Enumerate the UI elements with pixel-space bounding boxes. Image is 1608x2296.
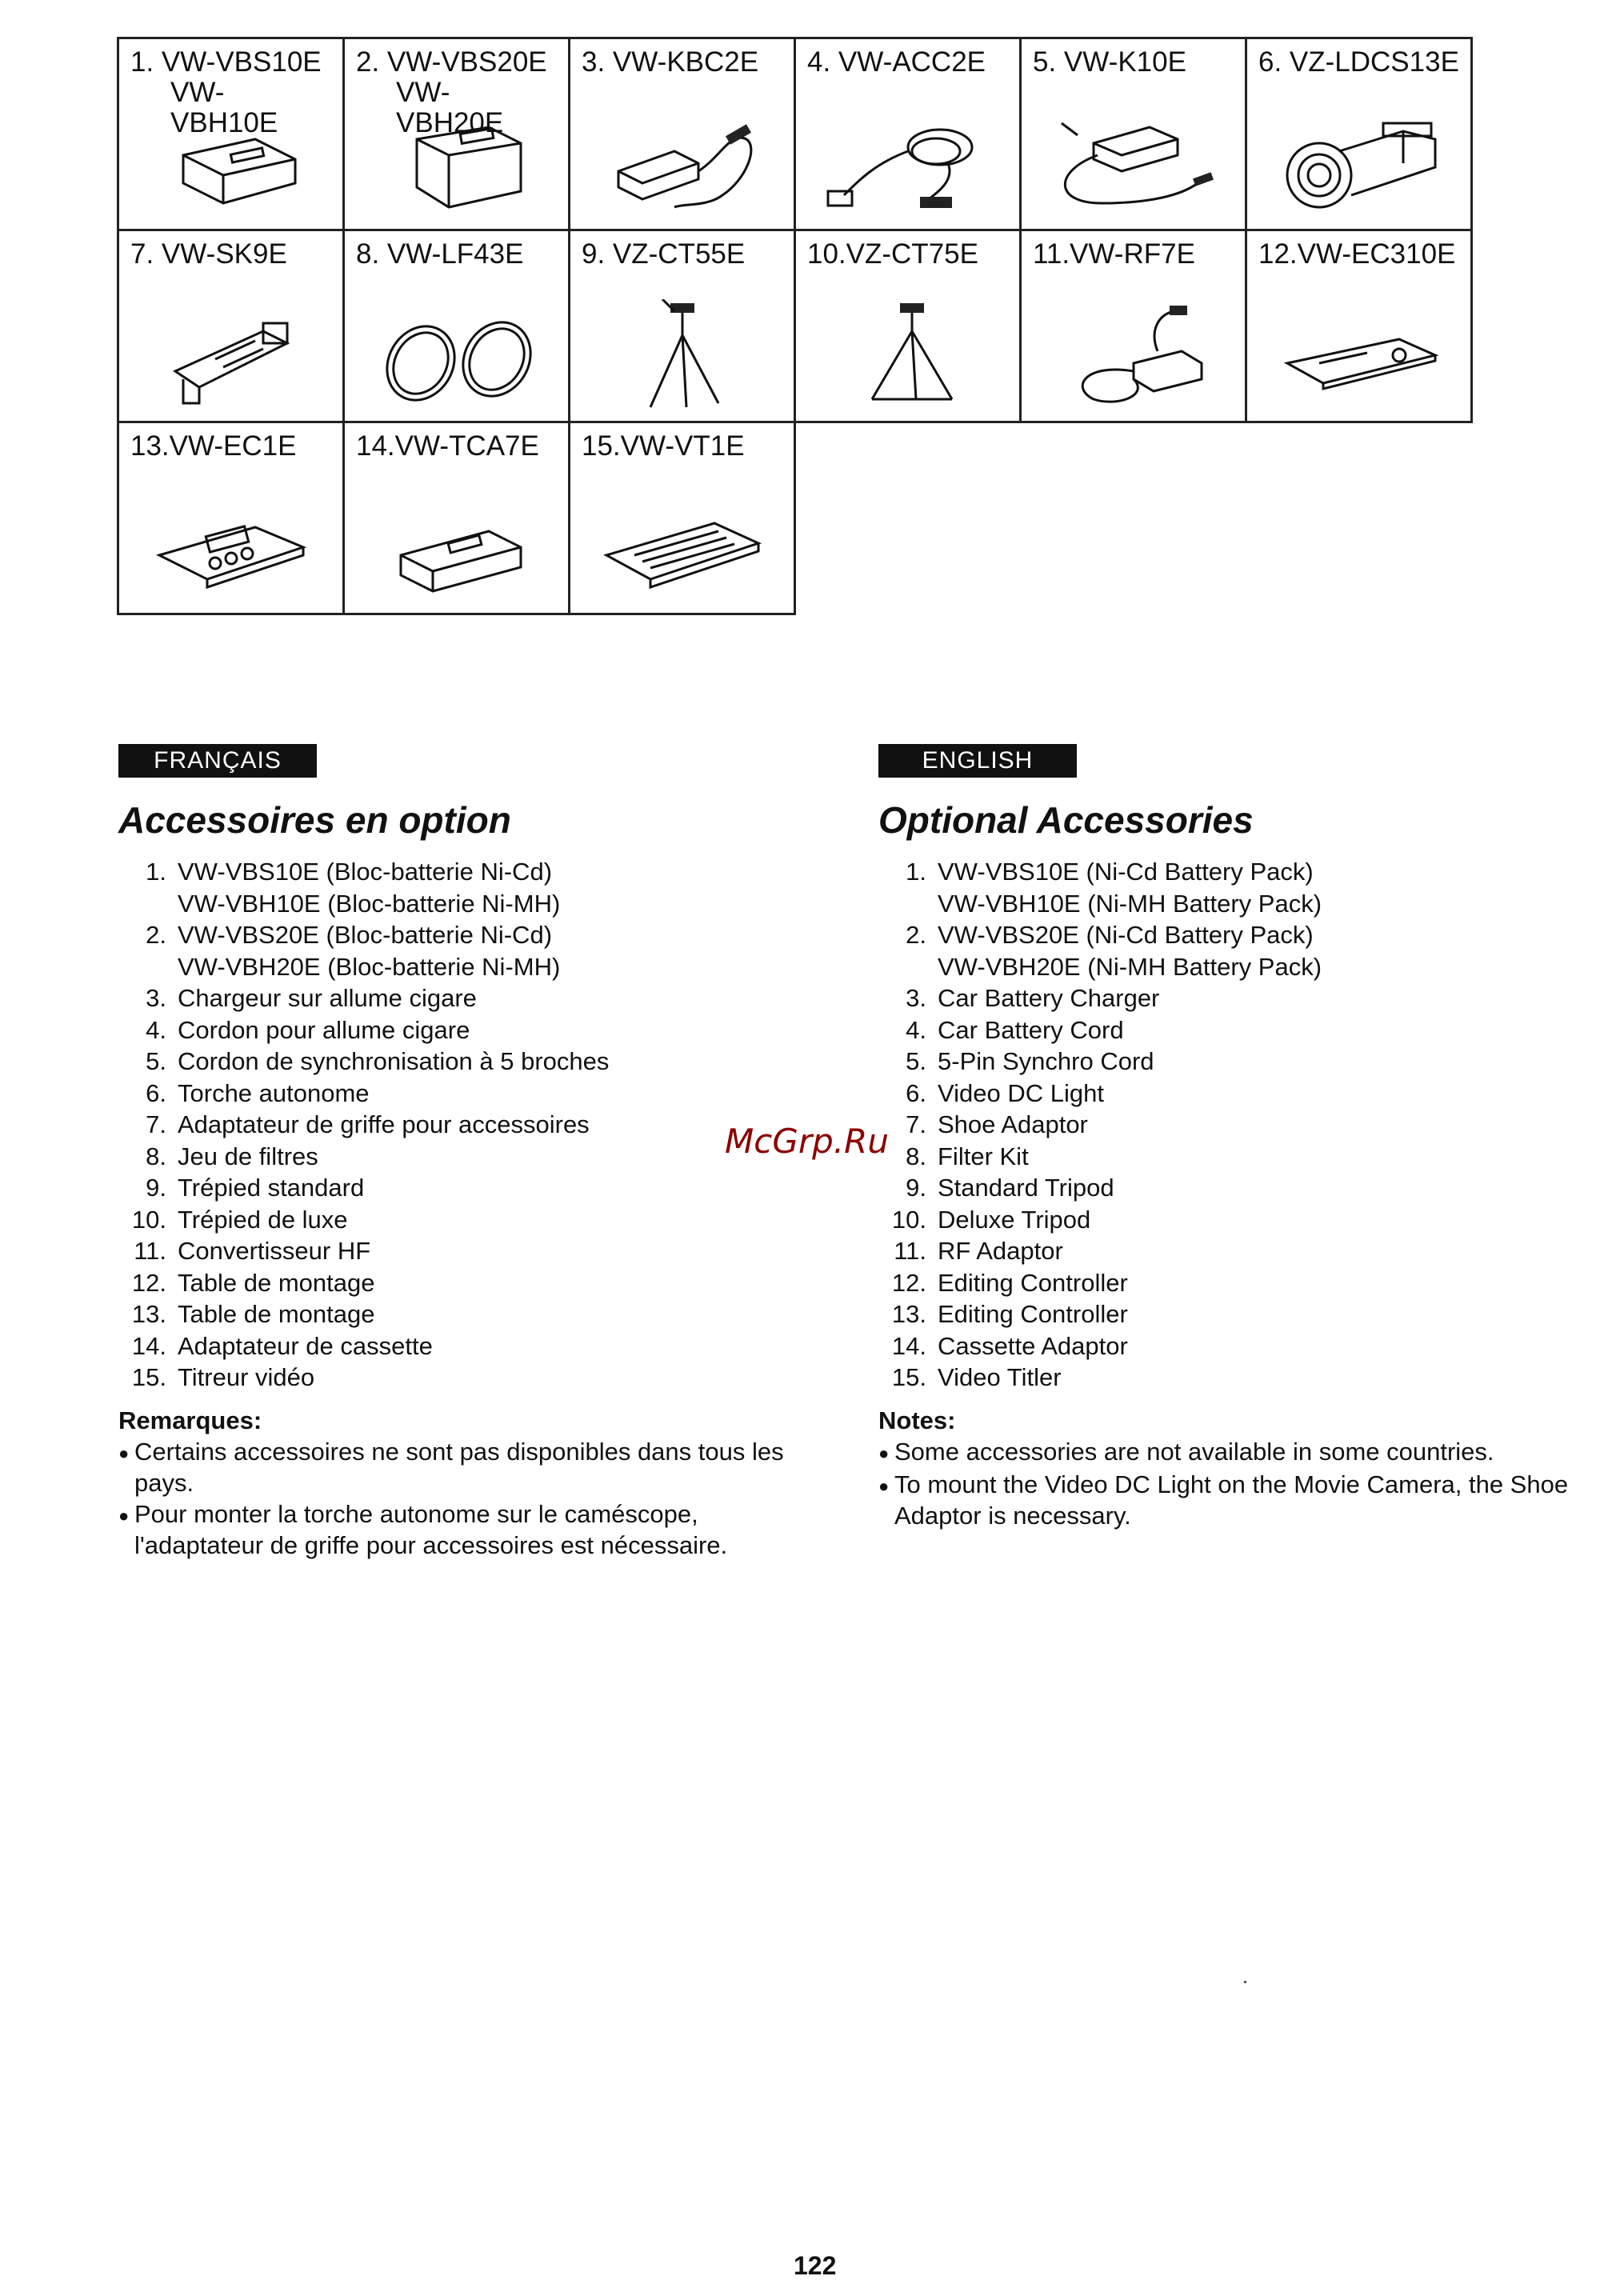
list-item: 7. Shoe Adaptor <box>906 1110 1088 1138</box>
list-item: VW-VBH20E (Bloc-batterie Ni-MH) <box>178 952 561 981</box>
list-item: 14. Adaptateur de cassette <box>131 1331 433 1360</box>
accessory-label: 4. VW-ACC2E <box>807 46 986 78</box>
accessory-cell <box>570 231 796 423</box>
list-item: 5. Cordon de synchronisation à 5 broches <box>146 1047 610 1075</box>
accessory-list <box>878 856 1582 1394</box>
accessory-list <box>118 856 822 1394</box>
section-title: Optional Accessories <box>878 799 1254 841</box>
accessory-cell <box>570 39 796 231</box>
accessory-cell <box>345 423 570 615</box>
note: ● Pour monter la torche autonome sur le caméscope, l'adaptateur de griffe pour accessoires est nécessaire. <box>118 1499 728 1559</box>
cassette-adaptor-icon <box>361 491 553 603</box>
list-item: 13. Table de montage <box>131 1300 375 1328</box>
editing-controller-2-icon <box>135 491 327 603</box>
list-item: 13. Editing Controller <box>891 1300 1128 1328</box>
list-item: 12. Editing Controller <box>891 1268 1128 1297</box>
list-item: 14. Cassette Adaptor <box>891 1331 1128 1360</box>
list-item: 10. Deluxe Tripod <box>891 1205 1091 1234</box>
accessory-cell <box>1022 231 1247 423</box>
accessory-cell <box>119 231 345 423</box>
accessory-label: 5. VW-K10E <box>1033 46 1186 78</box>
deluxe-tripod-icon <box>812 299 1004 411</box>
accessory-label: 9. VZ-CT55E <box>582 238 746 270</box>
list-item: 11. RF Adaptor <box>894 1237 1063 1265</box>
accessory-label-alt: VW-VBH10E <box>170 77 278 138</box>
list-item: VW-VBH20E (Ni-MH Battery Pack) <box>938 952 1322 981</box>
accessory-label: 13.VW-EC1E <box>130 430 297 462</box>
list-item: 11. Convertisseur HF <box>134 1237 371 1265</box>
list-item: 12. Table de montage <box>131 1268 375 1297</box>
accessory-label: 10.VZ-CT75E <box>807 238 978 270</box>
english-section <box>878 744 1582 1531</box>
list-item: 6. Video DC Light <box>906 1078 1104 1107</box>
accessory-grid <box>117 37 1473 615</box>
list-item: VW-VBH10E (Ni-MH Battery Pack) <box>938 889 1322 918</box>
list-item: VW-VBH10E (Bloc-batterie Ni-MH) <box>178 889 561 918</box>
watermark: McGrp.Ru <box>725 1122 889 1161</box>
notes-title: Notes: <box>878 1406 956 1434</box>
large-battery-pack-icon <box>361 107 553 219</box>
list-item: 6. Torche autonome <box>146 1078 370 1107</box>
car-battery-charger-icon <box>586 107 778 219</box>
list-item: 15. Video Titler <box>891 1363 1062 1391</box>
bullet-icon: ● <box>878 1442 890 1463</box>
list-item: 9. Trépied standard <box>146 1174 365 1202</box>
accessory-label: 7. VW-SK9E <box>130 238 287 270</box>
list-item: 1. VW-VBS10E (Ni-Cd Battery Pack) <box>906 858 1314 886</box>
accessory-cell <box>1022 39 1247 231</box>
standard-tripod-icon <box>586 299 778 411</box>
car-battery-cord-icon <box>812 107 1004 219</box>
battery-pack-icon <box>135 107 327 219</box>
accessory-cell <box>119 39 345 231</box>
french-section <box>118 744 822 1561</box>
list-item: 10. Trépied de luxe <box>131 1205 348 1234</box>
list-item: 3. Car Battery Charger <box>906 984 1160 1012</box>
accessory-label-alt: VW-VBH20E <box>396 77 504 138</box>
list-item: 8. Filter Kit <box>906 1142 1029 1170</box>
list-item: 1. VW-VBS10E (Bloc-batterie Ni-Cd) <box>146 858 553 886</box>
list-item: 4. Cordon pour allume cigare <box>146 1015 470 1044</box>
accessory-cell <box>1247 231 1473 423</box>
accessory-cell <box>119 423 345 615</box>
editing-controller-icon <box>1263 299 1455 411</box>
accessory-cell <box>796 231 1022 423</box>
accessory-cell <box>570 423 796 615</box>
list-item: 15. Titreur vidéo <box>131 1363 315 1391</box>
list-item: 2. VW-VBS20E (Bloc-batterie Ni-Cd) <box>146 921 553 949</box>
video-titler-icon <box>586 491 778 603</box>
accessory-cell <box>345 39 570 231</box>
bullet-icon: ● <box>118 1505 130 1526</box>
video-light-icon <box>1263 107 1455 219</box>
accessory-label: 12.VW-EC310E <box>1258 238 1456 270</box>
list-item: 9. Standard Tripod <box>906 1174 1114 1202</box>
shoe-adaptor-icon <box>135 299 327 411</box>
accessory-label: 6. VZ-LDCS13E <box>1258 46 1459 78</box>
accessory-label: 3. VW-KBC2E <box>582 46 759 78</box>
notes-title: Remarques: <box>118 1406 262 1434</box>
note: ● Some accessories are not available in some countries. <box>878 1436 1582 1469</box>
accessory-cell <box>345 231 570 423</box>
accessory-label: 8. VW-LF43E <box>356 238 524 270</box>
note: ● To mount the Video DC Light on the Movie Camera, the Shoe Adaptor is necessary. <box>878 1470 1569 1530</box>
list-item: 2. VW-VBS20E (Ni-Cd Battery Pack) <box>906 921 1314 949</box>
accessory-cell <box>1247 39 1473 231</box>
scan-speck <box>1244 1981 1246 1983</box>
list-item: 3. Chargeur sur allume cigare <box>146 984 477 1012</box>
section-title: Accessoires en option <box>118 799 511 841</box>
list-item: 5. 5-Pin Synchro Cord <box>906 1047 1154 1075</box>
filter-kit-icon <box>361 299 553 411</box>
note: ● Certains accessoires ne sont pas disponibles dans tous les pays. <box>118 1437 784 1497</box>
accessory-label: 11.VW-RF7E <box>1033 238 1195 270</box>
rf-adaptor-icon <box>1038 299 1230 411</box>
bullet-icon: ● <box>878 1475 890 1496</box>
language-tag: FRANÇAIS <box>118 744 317 778</box>
accessory-label: 1. VW-VBS10E <box>130 46 322 78</box>
list-item: 7. Adaptateur de griffe pour accessoires <box>146 1110 590 1138</box>
page-number: 122 <box>794 2251 837 2280</box>
bullet-icon: ● <box>118 1442 130 1463</box>
accessory-cell <box>796 39 1022 231</box>
accessory-label: 2. VW-VBS20E <box>356 46 547 78</box>
list-item: 8. Jeu de filtres <box>146 1142 318 1170</box>
accessory-label: 14.VW-TCA7E <box>356 430 539 462</box>
language-tag: ENGLISH <box>878 744 1077 778</box>
accessory-label: 15.VW-VT1E <box>582 430 745 462</box>
list-item: 4. Car Battery Cord <box>906 1015 1124 1044</box>
synchro-cord-icon <box>1038 107 1230 219</box>
